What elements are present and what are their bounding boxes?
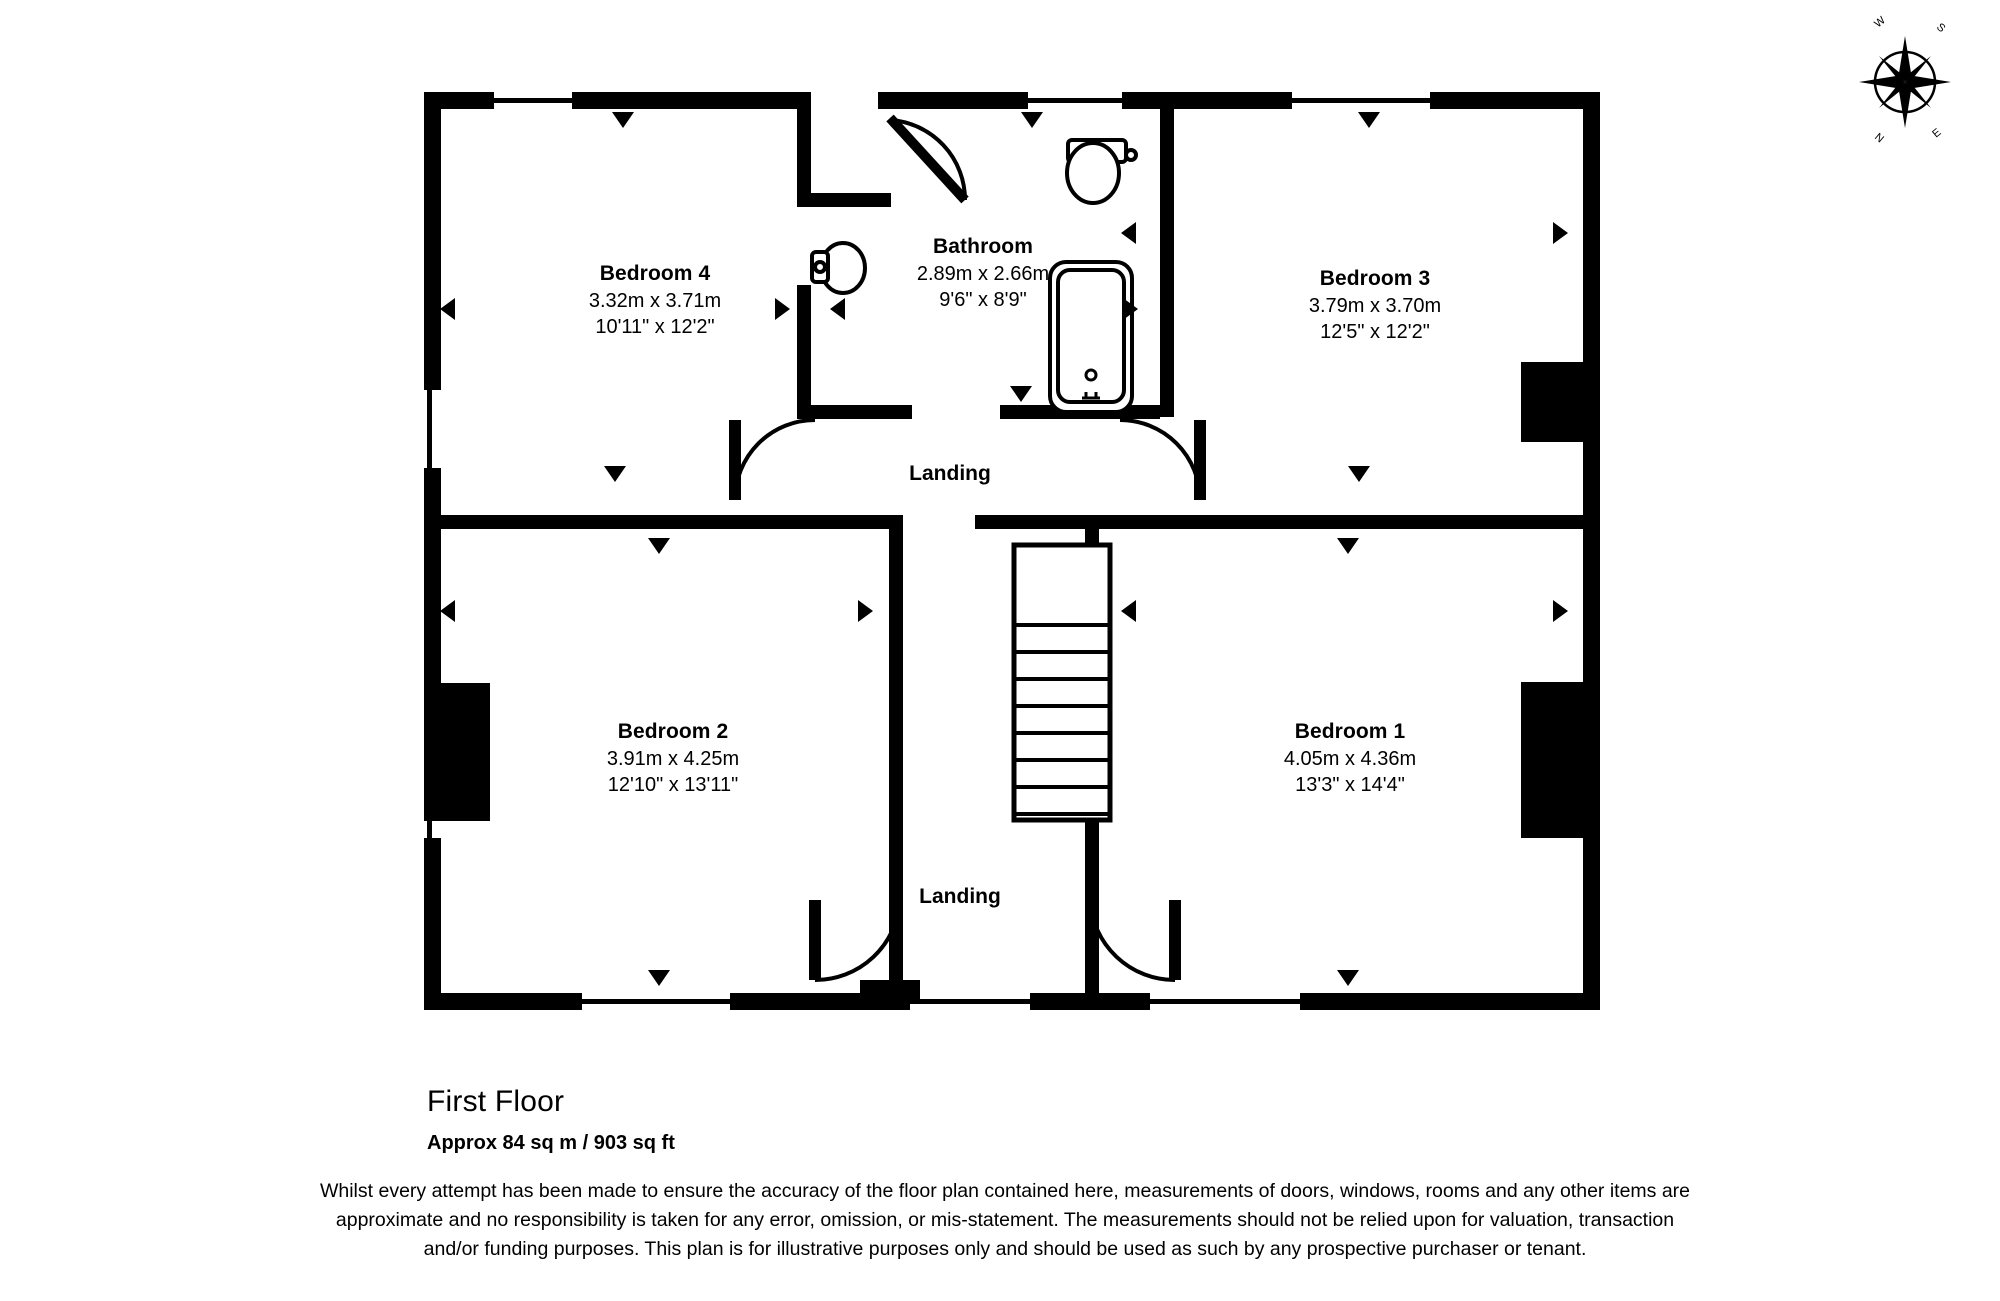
room-dimension-metric: 3.79m x 3.70m [1308, 294, 1442, 317]
room-dimension-metric: 3.91m x 4.25m [606, 747, 740, 770]
room-name: Bedroom 1 [1294, 720, 1406, 743]
compass-label-e: E [1930, 126, 1944, 141]
compass-label-s: S [1934, 21, 1948, 36]
landing-label-upper: Landing [909, 462, 991, 485]
compass-label-w: W [1872, 14, 1888, 31]
room-dimension-metric: 4.05m x 4.36m [1283, 747, 1417, 770]
floor-area: Approx 84 sq m / 903 sq ft [427, 1132, 675, 1154]
floor-title: First Floor [427, 1085, 565, 1118]
room-label-bathroom [838, 233, 1128, 314]
room-name: Bedroom 2 [617, 720, 729, 743]
room-dimension-imperial: 10'11" x 12'2" [595, 316, 715, 339]
room-dimension-metric: 3.32m x 3.71m [588, 289, 722, 312]
room-name: Bathroom [933, 235, 1033, 258]
room-dimension-metric: 2.89m x 2.66m [916, 262, 1050, 285]
room-dimension-imperial: 9'6" x 8'9" [939, 289, 1027, 312]
room-name: Bedroom 4 [599, 262, 711, 285]
toilet-fixture [1067, 140, 1136, 203]
room-dimension-imperial: 12'5" x 12'2" [1320, 321, 1430, 344]
room-label-bedroom-2 [528, 718, 818, 799]
room-dimension-imperial: 13'3" x 14'4" [1295, 774, 1405, 797]
staircase [1014, 545, 1110, 820]
room-label-bedroom-1 [1205, 718, 1495, 799]
landing-label-lower: Landing [919, 885, 1001, 908]
compass-label-n: N [1872, 131, 1886, 146]
room-label-bedroom-3 [1230, 265, 1520, 346]
disclaimer-text: Whilst every attempt has been made to ensure the accuracy of the floor plan contained here, measurements of doors, windows, rooms and any other items are approximate and no responsibility is taken for any error, omission, or mis-statement. The measurements should not be relied upon for valuation, transaction and/or funding purposes. This plan is for illustrative purposes only and should be used as such by any prospective purchaser or tenant. [319, 1180, 1691, 1260]
room-dimension-imperial: 12'10" x 13'11" [607, 774, 739, 797]
room-label-bedroom-4 [510, 260, 800, 341]
compass-rose-icon [1840, 10, 1970, 150]
room-name: Bedroom 3 [1319, 267, 1431, 290]
